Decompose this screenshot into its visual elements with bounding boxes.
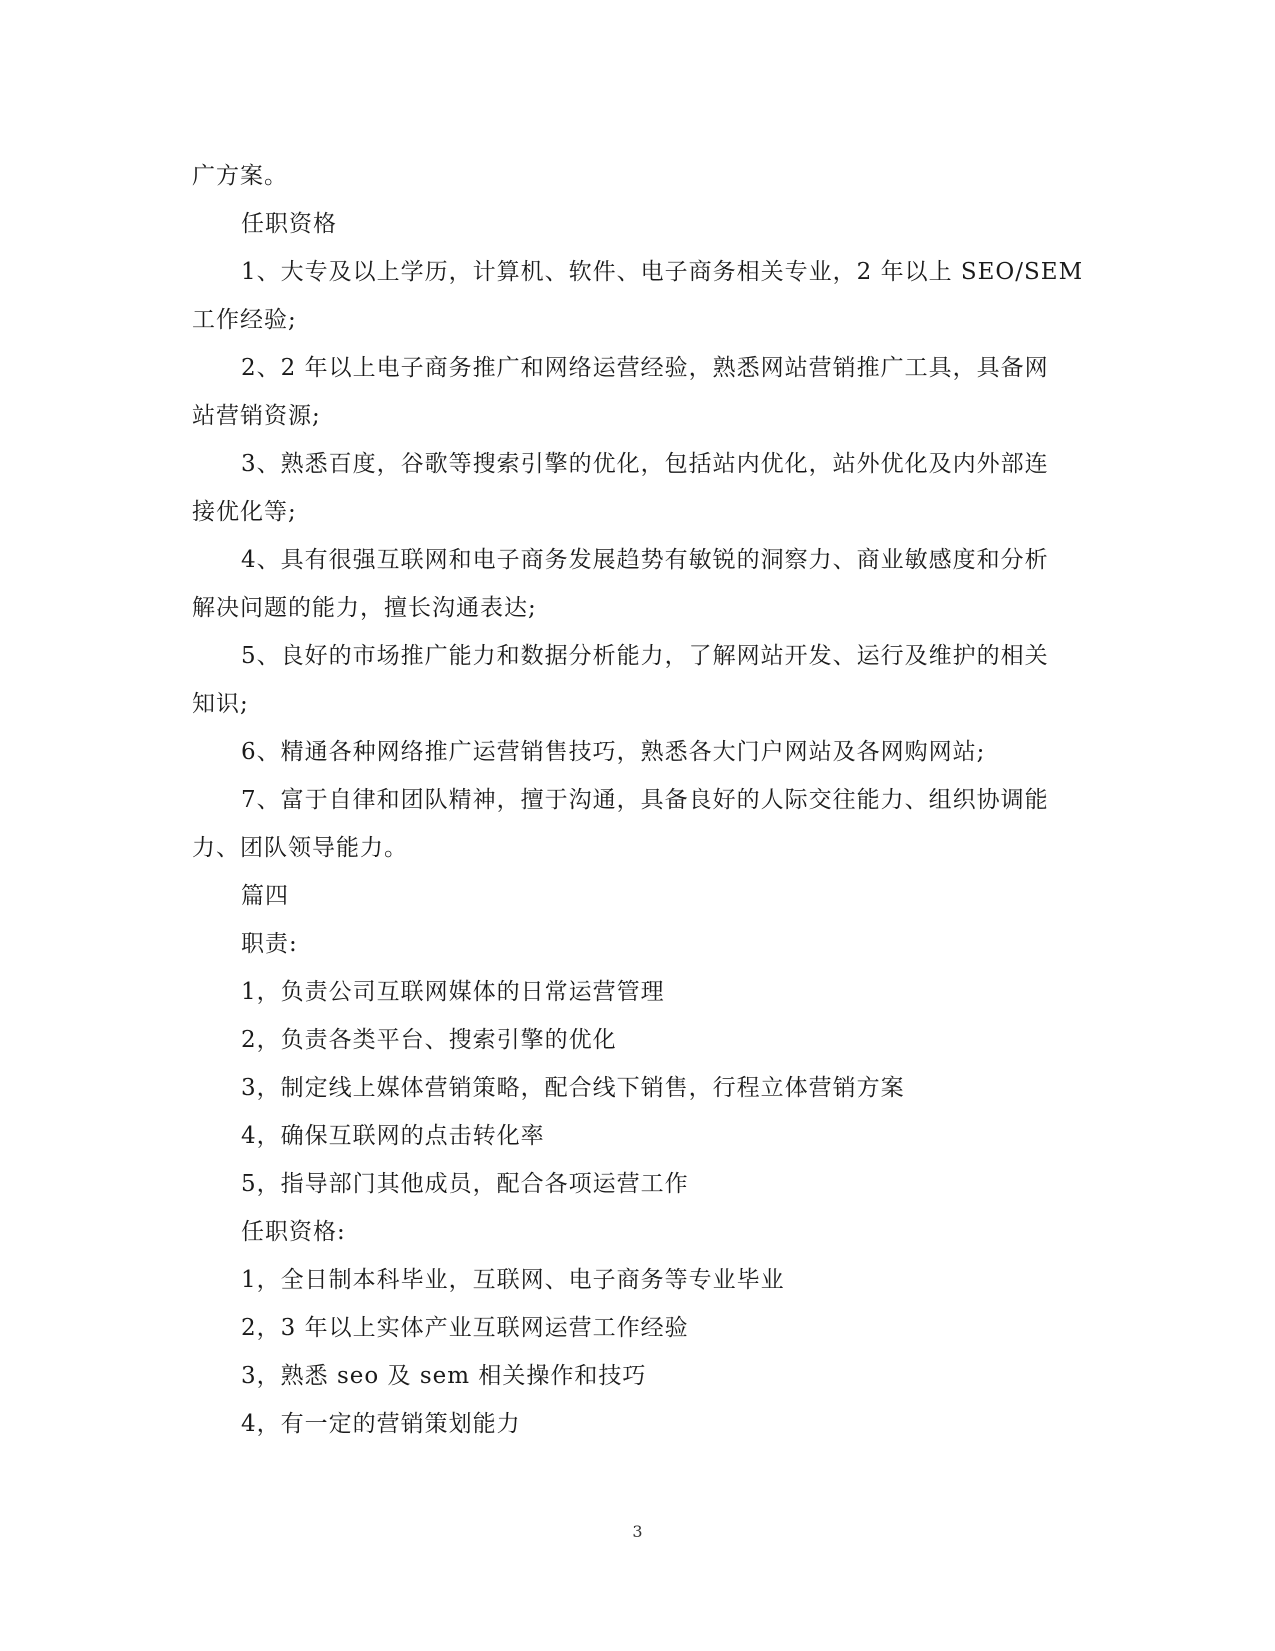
section-heading: 篇四 <box>241 883 289 909</box>
list-item: 1，全日制本科毕业，互联网、电子商务等专业毕业 <box>241 1267 785 1293</box>
paragraph-line: 7、富于自律和团队精神，擅于沟通，具备良好的人际交往能力、组织协调能 <box>241 787 1049 813</box>
paragraph-line: 4、具有很强互联网和电子商务发展趋势有敏锐的洞察力、商业敏感度和分析 <box>241 547 1049 573</box>
page-number: 3 <box>632 1522 643 1541</box>
paragraph-line: 接优化等; <box>192 499 297 525</box>
paragraph-line: 站营销资源; <box>192 403 321 429</box>
list-item: 4，确保互联网的点击转化率 <box>241 1123 545 1149</box>
section-heading: 任职资格 <box>241 211 337 237</box>
list-item: 1，负责公司互联网媒体的日常运营管理 <box>241 979 665 1005</box>
list-item: 3，制定线上媒体营销策略，配合线下销售，行程立体营销方案 <box>241 1075 905 1101</box>
section-heading: 任职资格: <box>241 1219 346 1245</box>
list-item: 5，指导部门其他成员，配合各项运营工作 <box>241 1171 689 1197</box>
list-item: 2，3 年以上实体产业互联网运营工作经验 <box>241 1315 689 1341</box>
paragraph-line: 3、熟悉百度，谷歌等搜索引擎的优化，包括站内优化，站外优化及内外部连 <box>241 451 1049 477</box>
paragraph-line: 6、精通各种网络推广运营销售技巧，熟悉各大门户网站及各网购网站; <box>241 739 986 765</box>
paragraph-line: 解决问题的能力，擅长沟通表达; <box>192 595 537 621</box>
list-item: 4，有一定的营销策划能力 <box>241 1411 521 1437</box>
paragraph-line: 知识; <box>192 691 249 717</box>
paragraph-line: 1、大专及以上学历，计算机、软件、电子商务相关专业，2 年以上 SEO/SEM <box>241 259 1084 285</box>
paragraph-line: 工作经验; <box>192 307 297 333</box>
document-body <box>192 152 1084 1448</box>
section-heading: 职责: <box>241 931 298 957</box>
paragraph-line: 力、团队领导能力。 <box>192 835 408 861</box>
paragraph-line: 5、良好的市场推广能力和数据分析能力，了解网站开发、运行及维护的相关 <box>241 643 1049 669</box>
paragraph-line: 广方案。 <box>192 163 288 189</box>
list-item: 2，负责各类平台、搜索引擎的优化 <box>241 1027 617 1053</box>
paragraph-line: 2、2 年以上电子商务推广和网络运营经验，熟悉网站营销推广工具，具备网 <box>241 355 1049 381</box>
list-item: 3，熟悉 seo 及 sem 相关操作和技巧 <box>241 1363 647 1389</box>
